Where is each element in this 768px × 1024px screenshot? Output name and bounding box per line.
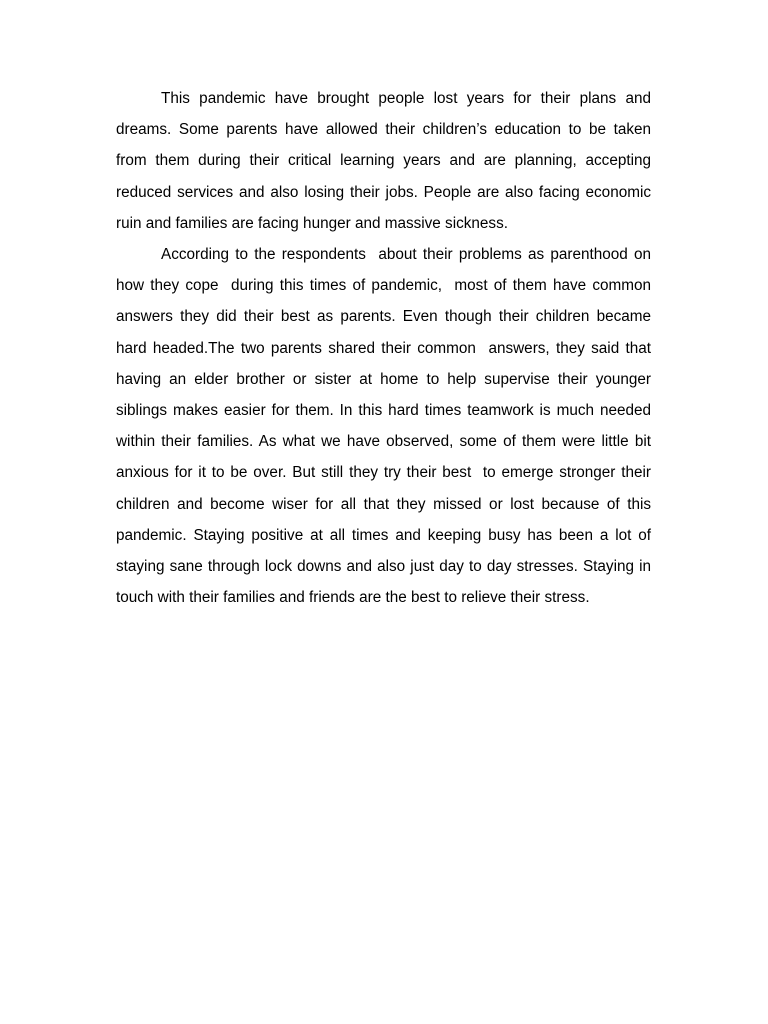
paragraph-respondents-coping: According to the respondents about their problems as parenthood on how they cope during this times of pandemic, most of them have common answers they did their best as parents. Even though their children became hard headed.The two parents shared their common answers, they said that having an elder brother or sister at home to help supervise their younger siblings makes easier for them. In this hard times teamwork is much needed within their families. As what we have observed, some of them were little bit anxious for it to be over. But still they try their best to emerge stronger their children and become wiser for all that they missed or lost because of this pandemic. Staying positive at all times and keeping busy has been a lot of staying sane through lock downs and also just day to day stresses. Staying in touch with their families and friends are the best to relieve their stress. — [116, 246, 656, 607]
paragraph-pandemic-impact: This pandemic have brought people lost years for their plans and dreams. Some parents have allowed their children’s education to be taken from them during their critical learning years and are planning, accepting reduced services and also losing their jobs. People are also facing economic ruin and families are facing hunger and massive sickness. — [116, 90, 656, 232]
document-body — [116, 83, 656, 613]
